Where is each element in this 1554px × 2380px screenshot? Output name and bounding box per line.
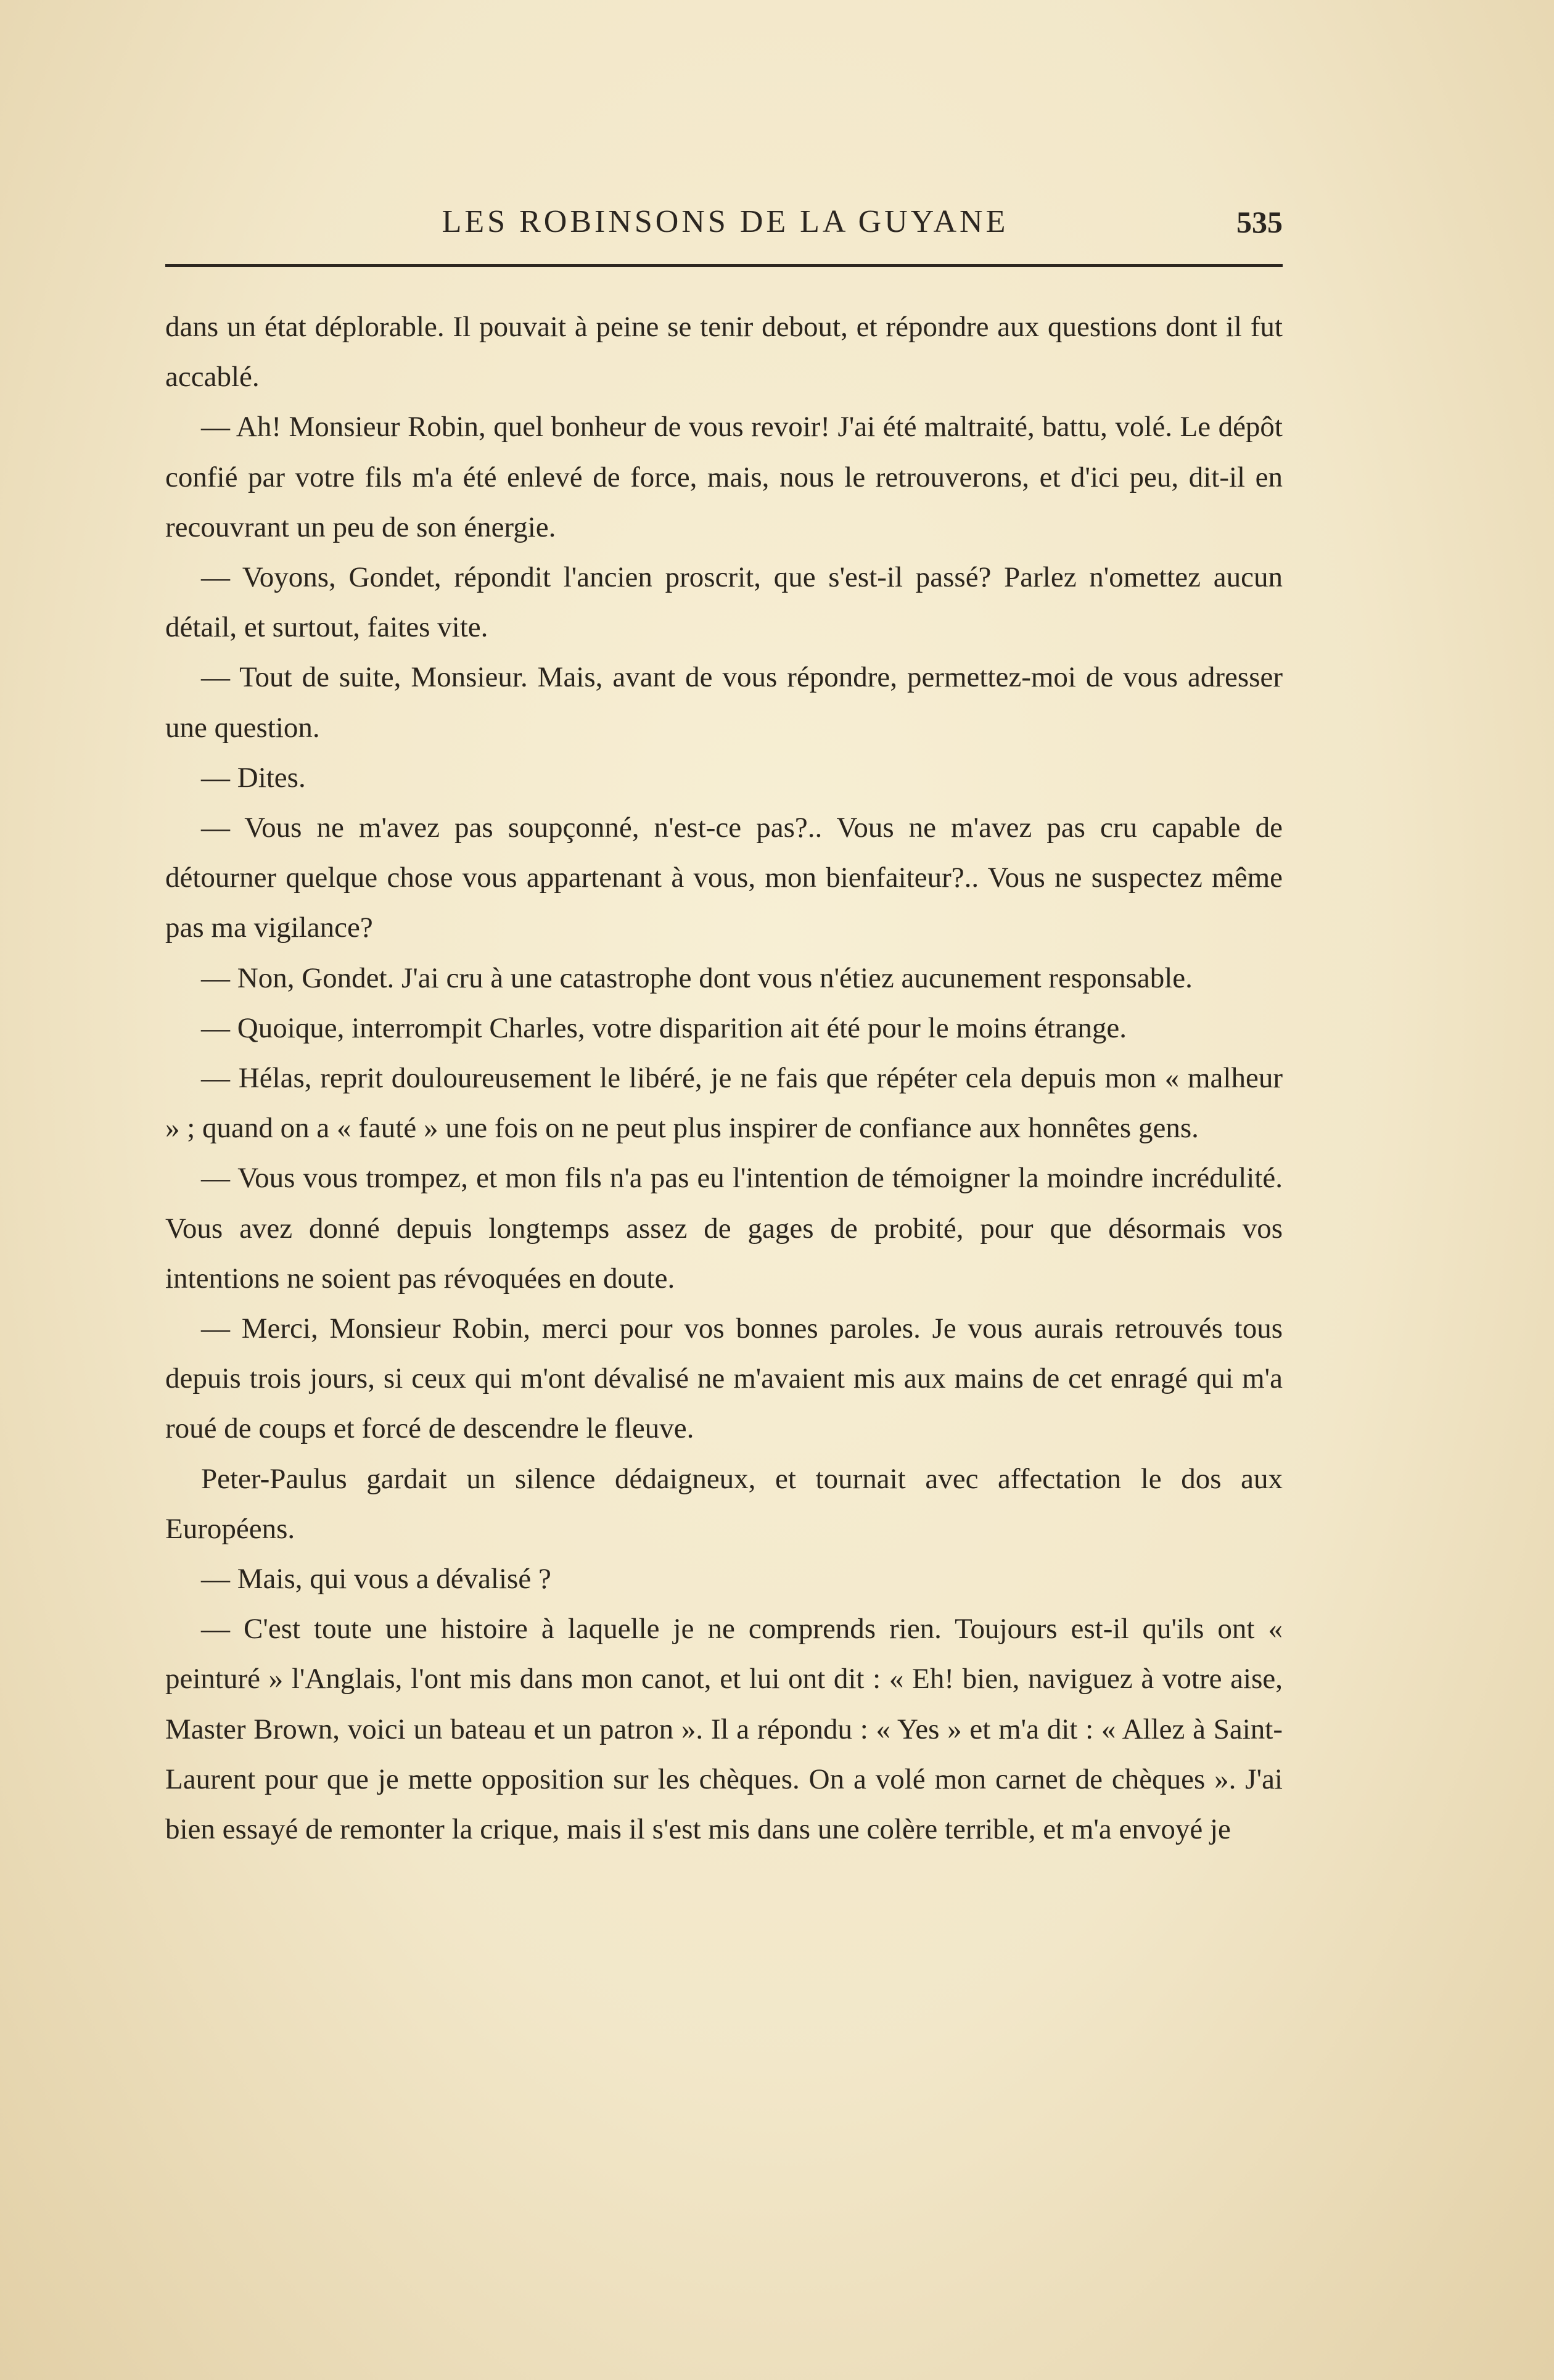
paragraph: — C'est toute une histoire à laquelle je ne comprends rien. Toujours est-il qu'ils ont « peinturé » l'Anglais, l'ont mis dans mon canot, et lui ont dit : « Eh! bien, naviguez à votre aise, Master Brown, voici un bateau et un patron ». Il a répondu : « Yes » et m'a dit : « Allez à Saint-Laurent pour que je mette opposition sur les chèques. On a volé mon carnet de chèques ». J'ai bien essayé de remonter la crique, mais il s'est mis dans une colère terrible, et m'a envoyé je [165, 1613, 1283, 1846]
paragraph: — Vous vous trompez, et mon fils n'a pas eu l'intention de témoigner la moindre incrédulité. Vous avez donné depuis longtemps assez de gages de probité, pour que désormais vos intentions ne soient pas révoquées en doute. [165, 1162, 1283, 1295]
paragraph: — Ah! Monsieur Robin, quel bonheur de vous revoir! J'ai été maltraité, battu, volé. Le dépôt confié par votre fils m'a été enlevé de force, mais, nous le retrouverons, et d'ici peu, dit-il en recouvrant un peu de son énergie. [165, 411, 1283, 543]
paragraph: — Dites. [201, 761, 306, 794]
paragraph: — Hélas, reprit douloureusement le libéré, je ne fais que répéter cela depuis mon « malheur » ; quand on a « fauté » une fois on ne peut plus inspirer de confiance aux honnêtes gens. [165, 1062, 1283, 1145]
page-number: 535 [1236, 205, 1283, 239]
paragraph: — Mais, qui vous a dévalisé ? [201, 1563, 551, 1596]
paragraph: — Quoique, interrompit Charles, votre disparition ait été pour le moins étrange. [201, 1011, 1127, 1044]
running-head [168, 200, 1283, 244]
paragraph: — Voyons, Gondet, répondit l'ancien proscrit, que s'est-il passé? Parlez n'omettez aucun détail, et surtout, faites vite. [165, 561, 1283, 644]
paragraph: Peter-Paulus gardait un silence dédaigneux, et tournait avec affectation le dos aux Européens. [165, 1462, 1283, 1545]
paragraph: — Tout de suite, Monsieur. Mais, avant de vous répondre, permettez-moi de vous adresser une question. [165, 661, 1283, 744]
running-title: LES ROBINSONS DE LA GUYANE [442, 204, 1009, 239]
paragraph: dans un état déplorable. Il pouvait à peine se tenir debout, et répondre aux questions dont il fut accablé. [165, 311, 1283, 393]
paragraph: — Vous ne m'avez pas soupçonné, n'est-ce pas?.. Vous ne m'avez pas cru capable de détourner quelque chose vous appartenant à vous, mon bienfaiteur?.. Vous ne suspectez même pas ma vigilance? [165, 812, 1283, 944]
header-rule [165, 264, 1283, 267]
paragraph: — Non, Gondet. J'ai cru à une catastrophe dont vous n'étiez aucunement responsable. [201, 961, 1193, 994]
body-text [165, 302, 1283, 1855]
paragraph: — Merci, Monsieur Robin, merci pour vos bonnes paroles. Je vous aurais retrouvés tous depuis trois jours, si ceux qui m'ont dévalisé ne m'avaient mis aux mains de cet enragé qui m'a roué de coups et forcé de descendre le fleuve. [165, 1312, 1283, 1445]
